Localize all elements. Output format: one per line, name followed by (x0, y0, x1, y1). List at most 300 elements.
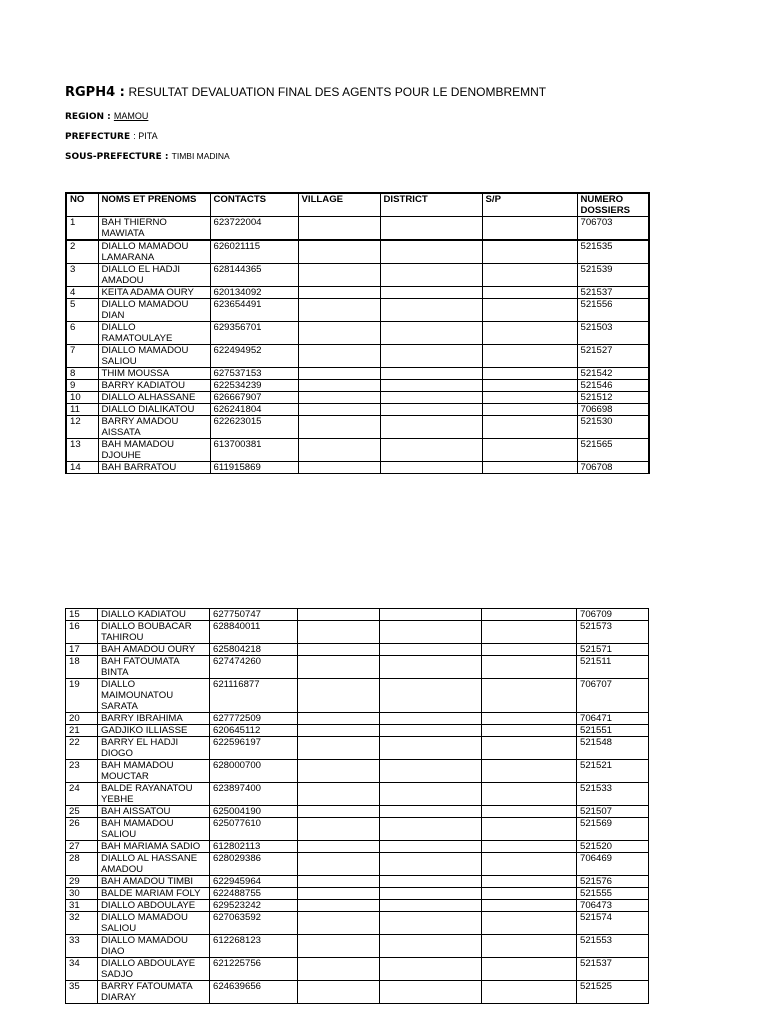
cell-no: 31 (66, 900, 98, 912)
cell-contact: 628840011 (210, 621, 298, 644)
cell-sp (482, 299, 577, 322)
cell-contact: 620645112 (210, 725, 298, 737)
cell-village (298, 912, 380, 935)
sousprefecture-value: TIMBI MADINA (171, 151, 230, 161)
cell-contact: 621116877 (210, 679, 298, 713)
cell-district (380, 644, 482, 656)
cell-name: DIALLO MAMADOU DIAO (98, 935, 210, 958)
cell-contact: 629523242 (210, 900, 298, 912)
cell-sp (482, 876, 577, 888)
cell-dossier: 521535 (577, 240, 649, 264)
cell-dossier: 706707 (577, 679, 649, 713)
cell-sp (482, 621, 577, 644)
cell-name: BAH FATOUMATA BINTA (98, 656, 210, 679)
cell-village (298, 853, 380, 876)
sousprefecture-label: SOUS-PREFECTURE : (65, 152, 169, 162)
cell-dossier: 521574 (577, 912, 649, 935)
cell-sp (482, 322, 577, 345)
cell-contact: 611915869 (210, 462, 298, 474)
cell-village (298, 404, 380, 416)
region-value: MAMOU (113, 111, 149, 121)
cell-village (298, 713, 380, 725)
cell-contact: 628000700 (210, 760, 298, 783)
prefecture-value: : PITA (133, 131, 158, 141)
cell-district (380, 380, 482, 392)
table-row (66, 806, 649, 818)
cell-dossier: 521569 (577, 818, 649, 841)
table-row (66, 345, 649, 368)
cell-village (298, 380, 380, 392)
cell-name: GADJIKO ILLIASSE (98, 725, 210, 737)
cell-sp (482, 287, 577, 299)
cell-district (380, 609, 482, 621)
table-row (66, 217, 649, 241)
cell-village (298, 299, 380, 322)
cell-contact: 623722004 (210, 217, 298, 241)
cell-village (298, 416, 380, 439)
cell-village (298, 217, 380, 241)
cell-no: 28 (66, 853, 98, 876)
cell-sp (482, 760, 577, 783)
cell-district (380, 287, 482, 299)
cell-village (298, 679, 380, 713)
cell-no: 26 (66, 818, 98, 841)
cell-district (380, 912, 482, 935)
cell-sp (482, 900, 577, 912)
cell-name: BALDE RAYANATOU YEBHE (98, 783, 210, 806)
cell-district (380, 462, 482, 474)
cell-no: 21 (66, 725, 98, 737)
cell-district (380, 725, 482, 737)
table-row (66, 404, 649, 416)
cell-village (298, 345, 380, 368)
cell-contact: 628144365 (210, 264, 298, 287)
cell-name: DIALLO BOUBACAR TAHIROU (98, 621, 210, 644)
table-row (66, 264, 649, 287)
cell-contact: 621225756 (210, 958, 298, 981)
cell-district (380, 806, 482, 818)
cell-dossier: 706471 (577, 713, 649, 725)
table-row (66, 416, 649, 439)
cell-village (298, 876, 380, 888)
prefecture-label: PREFECTURE (65, 132, 131, 142)
cell-district (380, 853, 482, 876)
cell-village (298, 783, 380, 806)
cell-sp (482, 679, 577, 713)
column-header-name: NOMS ET PRENOMS (98, 193, 210, 217)
cell-contact: 613700381 (210, 439, 298, 462)
cell-contact: 626667907 (210, 392, 298, 404)
region-label: REGION : (65, 112, 111, 122)
table-row (66, 783, 649, 806)
cell-sp (482, 888, 577, 900)
cell-no: 18 (66, 656, 98, 679)
cell-name: THIM MOUSSA (98, 368, 210, 380)
table-row (66, 853, 649, 876)
column-header-sp: S/P (482, 193, 577, 217)
cell-sp (482, 609, 577, 621)
cell-sp (482, 380, 577, 392)
cell-district (380, 783, 482, 806)
cell-contact: 622534239 (210, 380, 298, 392)
cell-village (298, 958, 380, 981)
cell-sp (482, 656, 577, 679)
cell-name: BAH AMADOU TIMBI (98, 876, 210, 888)
cell-name: BARRY EL HADJI DIOGO (98, 737, 210, 760)
cell-district (380, 322, 482, 345)
cell-sp (482, 439, 577, 462)
cell-village (298, 737, 380, 760)
cell-no: 34 (66, 958, 98, 981)
cell-dossier: 521571 (577, 644, 649, 656)
cell-district (380, 981, 482, 1004)
cell-dossier: 521507 (577, 806, 649, 818)
table-row (66, 958, 649, 981)
cell-no: 1 (66, 217, 98, 241)
cell-contact: 622596197 (210, 737, 298, 760)
column-header-no: NO (66, 193, 98, 217)
table-row (66, 737, 649, 760)
cell-name: BAH MARIAMA SADIO (98, 841, 210, 853)
table-row (66, 380, 649, 392)
cell-contact: 627474260 (210, 656, 298, 679)
cell-contact: 612802113 (210, 841, 298, 853)
table-row (66, 621, 649, 644)
cell-name: DIALLO KADIATOU (98, 609, 210, 621)
cell-district (380, 656, 482, 679)
table-header-row (66, 193, 649, 217)
cell-contact: 627537153 (210, 368, 298, 380)
cell-district (380, 392, 482, 404)
cell-contact: 623897400 (210, 783, 298, 806)
cell-sp (482, 416, 577, 439)
cell-no: 35 (66, 981, 98, 1004)
cell-sp (482, 368, 577, 380)
cell-name: BALDE MARIAM FOLY (98, 888, 210, 900)
cell-district (380, 737, 482, 760)
cell-dossier: 521542 (577, 368, 649, 380)
cell-district (380, 713, 482, 725)
cell-district (380, 876, 482, 888)
cell-no: 10 (66, 392, 98, 404)
cell-no: 23 (66, 760, 98, 783)
cell-dossier: 521533 (577, 783, 649, 806)
cell-village (298, 287, 380, 299)
cell-no: 22 (66, 737, 98, 760)
cell-district (380, 679, 482, 713)
cell-district (380, 299, 482, 322)
cell-district (380, 345, 482, 368)
cell-name: DIALLO ABDOULAYE SADJO (98, 958, 210, 981)
cell-no: 3 (66, 264, 98, 287)
cell-dossier: 521521 (577, 760, 649, 783)
cell-village (298, 725, 380, 737)
cell-village (298, 609, 380, 621)
cell-dossier: 521511 (577, 656, 649, 679)
table-row (66, 644, 649, 656)
cell-no: 17 (66, 644, 98, 656)
cell-no: 24 (66, 783, 98, 806)
cell-dossier: 521503 (577, 322, 649, 345)
cell-village (298, 841, 380, 853)
cell-district (380, 900, 482, 912)
table-row (66, 392, 649, 404)
cell-contact: 622494952 (210, 345, 298, 368)
table-row (66, 322, 649, 345)
table-row (66, 462, 649, 474)
cell-sp (482, 217, 577, 241)
cell-contact: 622945964 (210, 876, 298, 888)
cell-district (380, 404, 482, 416)
cell-no: 7 (66, 345, 98, 368)
cell-no: 11 (66, 404, 98, 416)
table-row (66, 818, 649, 841)
cell-no: 12 (66, 416, 98, 439)
cell-no: 30 (66, 888, 98, 900)
cell-district (380, 760, 482, 783)
table-row (66, 656, 649, 679)
cell-name: DIALLO RAMATOULAYE (98, 322, 210, 345)
cell-dossier: 521551 (577, 725, 649, 737)
cell-contact: 625077610 (210, 818, 298, 841)
table-row (66, 981, 649, 1004)
cell-name: BAH AMADOU OURY (98, 644, 210, 656)
table-row (66, 679, 649, 713)
cell-contact: 627750747 (210, 609, 298, 621)
table-row (66, 888, 649, 900)
cell-name: DIALLO ABDOULAYE (98, 900, 210, 912)
cell-dossier: 706709 (577, 609, 649, 621)
table-row (66, 876, 649, 888)
cell-name: DIALLO MAMADOU DIAN (98, 299, 210, 322)
cell-district (380, 217, 482, 241)
cell-no: 15 (66, 609, 98, 621)
cell-sp (482, 981, 577, 1004)
cell-name: BAH AISSATOU (98, 806, 210, 818)
cell-dossier: 521553 (577, 935, 649, 958)
cell-dossier: 521512 (577, 392, 649, 404)
cell-contact: 623654491 (210, 299, 298, 322)
cell-district (380, 416, 482, 439)
document-title-text: RESULTAT DEVALUATION FINAL DES AGENTS POUR LE DENOMBREMNT (128, 85, 547, 99)
table-row (66, 439, 649, 462)
cell-sp (482, 345, 577, 368)
cell-sp (482, 912, 577, 935)
cell-no: 6 (66, 322, 98, 345)
cell-contact: 620134092 (210, 287, 298, 299)
cell-no: 2 (66, 240, 98, 264)
cell-no: 33 (66, 935, 98, 958)
agents-table-page1 (65, 192, 650, 474)
table-row (66, 900, 649, 912)
sousprefecture-line (65, 151, 230, 162)
cell-district (380, 935, 482, 958)
cell-contact: 625004190 (210, 806, 298, 818)
cell-district (380, 958, 482, 981)
cell-name: BAH MAMADOU MOUCTAR (98, 760, 210, 783)
cell-dossier: 521525 (577, 981, 649, 1004)
cell-dossier: 521548 (577, 737, 649, 760)
cell-district (380, 368, 482, 380)
column-header-dossier: NUMERO DOSSIERS (577, 193, 649, 217)
cell-sp (482, 462, 577, 474)
cell-dossier: 521556 (577, 299, 649, 322)
cell-dossier: 521537 (577, 287, 649, 299)
cell-contact: 624639656 (210, 981, 298, 1004)
cell-name: DIALLO MAIMOUNATOU SARATA (98, 679, 210, 713)
cell-no: 32 (66, 912, 98, 935)
cell-dossier: 521527 (577, 345, 649, 368)
cell-district (380, 818, 482, 841)
column-header-contact: CONTACTS (210, 193, 298, 217)
cell-district (380, 264, 482, 287)
cell-dossier: 521539 (577, 264, 649, 287)
cell-sp (482, 737, 577, 760)
agents-table-page2 (65, 608, 649, 1004)
cell-no: 29 (66, 876, 98, 888)
cell-contact: 622623015 (210, 416, 298, 439)
cell-village (298, 760, 380, 783)
cell-village (298, 806, 380, 818)
cell-dossier: 521576 (577, 876, 649, 888)
cell-name: BAH THIERNO MAWIATA (98, 217, 210, 241)
cell-name: DIALLO MAMADOU LAMARANA (98, 240, 210, 264)
cell-dossier: 521555 (577, 888, 649, 900)
cell-contact: 627063592 (210, 912, 298, 935)
cell-sp (482, 853, 577, 876)
cell-name: KEITA ADAMA OURY (98, 287, 210, 299)
cell-sp (482, 240, 577, 264)
cell-dossier: 521537 (577, 958, 649, 981)
cell-no: 5 (66, 299, 98, 322)
cell-village (298, 462, 380, 474)
cell-village (298, 644, 380, 656)
cell-name: DIALLO DIALIKATOU (98, 404, 210, 416)
cell-sp (482, 935, 577, 958)
cell-district (380, 240, 482, 264)
cell-village (298, 818, 380, 841)
table-row (66, 240, 649, 264)
cell-contact: 625804218 (210, 644, 298, 656)
cell-sp (482, 783, 577, 806)
region-line (65, 111, 148, 122)
cell-district (380, 888, 482, 900)
cell-name: DIALLO AL HASSANE AMADOU (98, 853, 210, 876)
table-row (66, 725, 649, 737)
cell-name: BARRY KADIATOU (98, 380, 210, 392)
cell-no: 13 (66, 439, 98, 462)
cell-contact: 628029386 (210, 853, 298, 876)
cell-village (298, 322, 380, 345)
cell-contact: 626021115 (210, 240, 298, 264)
table-row (66, 935, 649, 958)
cell-village (298, 368, 380, 380)
table-row (66, 760, 649, 783)
cell-no: 19 (66, 679, 98, 713)
cell-sp (482, 264, 577, 287)
cell-village (298, 621, 380, 644)
cell-dossier: 706473 (577, 900, 649, 912)
cell-name: DIALLO EL HADJI AMADOU (98, 264, 210, 287)
cell-dossier: 706469 (577, 853, 649, 876)
cell-name: BARRY IBRAHIMA (98, 713, 210, 725)
cell-village (298, 392, 380, 404)
cell-no: 9 (66, 380, 98, 392)
cell-dossier: 706703 (577, 217, 649, 241)
cell-dossier: 521573 (577, 621, 649, 644)
cell-village (298, 935, 380, 958)
cell-dossier: 521530 (577, 416, 649, 439)
prefecture-line (65, 131, 158, 142)
table-row (66, 299, 649, 322)
document-title (65, 84, 546, 100)
cell-name: BARRY AMADOU AISSATA (98, 416, 210, 439)
cell-no: 20 (66, 713, 98, 725)
cell-sp (482, 806, 577, 818)
survey-code: RGPH4 : (65, 85, 125, 100)
cell-contact: 627772509 (210, 713, 298, 725)
cell-sp (482, 644, 577, 656)
cell-village (298, 981, 380, 1004)
cell-no: 25 (66, 806, 98, 818)
cell-dossier: 521565 (577, 439, 649, 462)
table-row (66, 287, 649, 299)
table-row (66, 368, 649, 380)
cell-village (298, 656, 380, 679)
table-row (66, 609, 649, 621)
cell-district (380, 439, 482, 462)
cell-village (298, 888, 380, 900)
cell-dossier: 706708 (577, 462, 649, 474)
column-header-district: DISTRICT (380, 193, 482, 217)
cell-name: BAH MAMADOU SALIOU (98, 818, 210, 841)
cell-contact: 629356701 (210, 322, 298, 345)
cell-contact: 622488755 (210, 888, 298, 900)
column-header-village: VILLAGE (298, 193, 380, 217)
table-row (66, 841, 649, 853)
cell-name: BARRY FATOUMATA DIARAY (98, 981, 210, 1004)
cell-sp (482, 404, 577, 416)
table-row (66, 713, 649, 725)
cell-sp (482, 725, 577, 737)
cell-no: 8 (66, 368, 98, 380)
cell-name: DIALLO ALHASSANE (98, 392, 210, 404)
table-row (66, 912, 649, 935)
cell-no: 27 (66, 841, 98, 853)
cell-name: BAH BARRATOU (98, 462, 210, 474)
cell-no: 16 (66, 621, 98, 644)
cell-district (380, 841, 482, 853)
cell-name: BAH MAMADOU DJOUHE (98, 439, 210, 462)
cell-sp (482, 713, 577, 725)
cell-name: DIALLO MAMADOU SALIOU (98, 912, 210, 935)
cell-name: DIALLO MAMADOU SALIOU (98, 345, 210, 368)
cell-district (380, 621, 482, 644)
cell-contact: 626241804 (210, 404, 298, 416)
cell-sp (482, 841, 577, 853)
cell-no: 14 (66, 462, 98, 474)
cell-dossier: 521520 (577, 841, 649, 853)
cell-village (298, 439, 380, 462)
cell-contact: 612268123 (210, 935, 298, 958)
cell-no: 4 (66, 287, 98, 299)
cell-sp (482, 818, 577, 841)
cell-dossier: 521546 (577, 380, 649, 392)
cell-village (298, 240, 380, 264)
cell-dossier: 706698 (577, 404, 649, 416)
cell-sp (482, 958, 577, 981)
cell-sp (482, 392, 577, 404)
